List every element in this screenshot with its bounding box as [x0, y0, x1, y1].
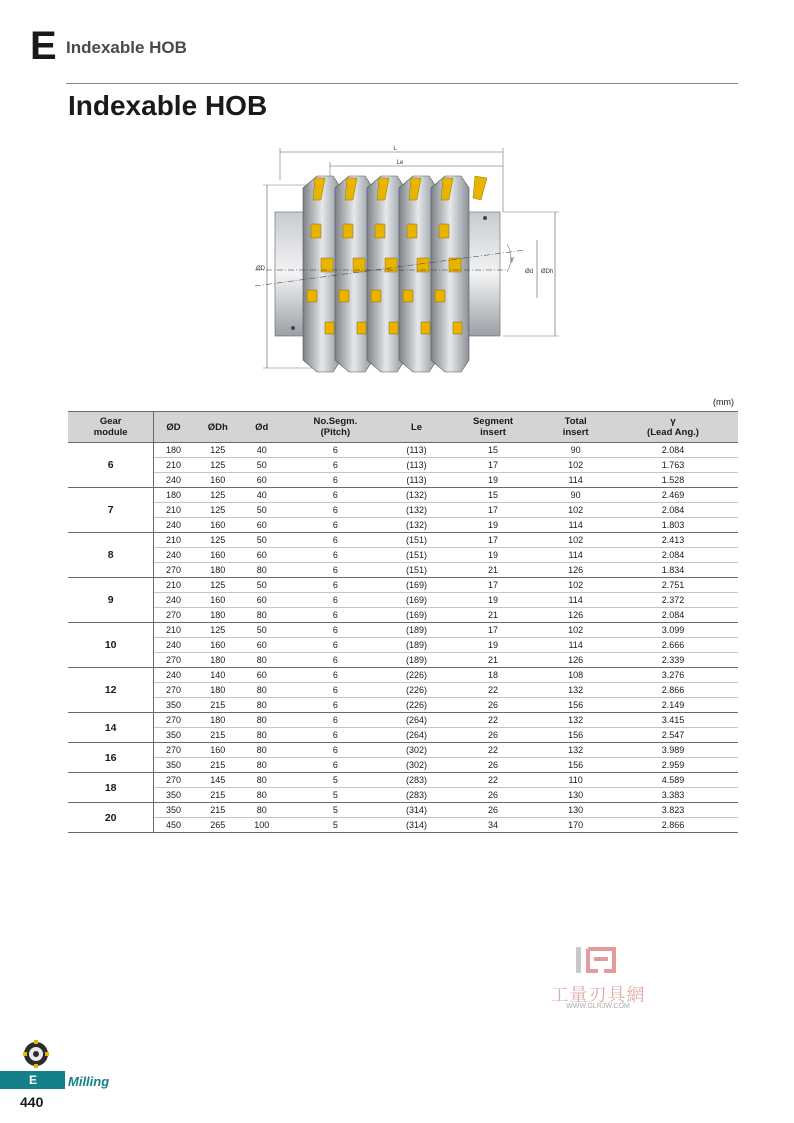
table-cell: 3.989	[608, 743, 738, 758]
table-cell: 22	[443, 743, 543, 758]
table-cell: 1.528	[608, 473, 738, 488]
table-cell: 210	[154, 458, 193, 473]
table-cell: 270	[154, 683, 193, 698]
table-cell: 6	[281, 488, 391, 503]
table-cell: (189)	[390, 653, 443, 668]
table-cell: 34	[443, 818, 543, 833]
table-cell: 2.866	[608, 683, 738, 698]
table-cell: 6	[281, 668, 391, 683]
table-row	[68, 533, 738, 548]
table-cell: 5	[281, 818, 391, 833]
table-cell: 19	[443, 473, 543, 488]
table-cell: 2.751	[608, 578, 738, 593]
table-cell: 40	[243, 488, 281, 503]
table-cell: 2.084	[608, 608, 738, 623]
table-row	[68, 713, 738, 728]
column-header	[243, 412, 281, 443]
table-body	[68, 443, 738, 833]
table-cell: 21	[443, 563, 543, 578]
table-cell: 60	[243, 638, 281, 653]
table-cell: 26	[443, 788, 543, 803]
table-cell: 240	[154, 668, 193, 683]
column-header-text: γ	[670, 416, 676, 427]
table-row	[68, 518, 738, 533]
table-cell: 50	[243, 578, 281, 593]
table-cell: 102	[543, 623, 608, 638]
dim-L-label: L	[393, 146, 397, 152]
table-cell: (264)	[390, 713, 443, 728]
table-cell: 1.803	[608, 518, 738, 533]
table-cell: 6	[281, 728, 391, 743]
table-cell: 102	[543, 533, 608, 548]
table-cell: 6	[281, 698, 391, 713]
table-cell: 19	[443, 593, 543, 608]
table-cell: 6	[281, 518, 391, 533]
table-cell: 130	[543, 803, 608, 818]
table-cell: 6	[281, 458, 391, 473]
table-cell: 60	[243, 668, 281, 683]
table-cell: 90	[543, 443, 608, 458]
table-cell: (226)	[390, 683, 443, 698]
column-header-text: No.Segm.	[313, 416, 358, 427]
table-cell: 50	[243, 623, 281, 638]
table-cell: 125	[193, 578, 243, 593]
table-cell: 270	[154, 713, 193, 728]
table-cell: 210	[154, 623, 193, 638]
gear-module-cell: 16	[68, 743, 154, 773]
table-cell: 40	[243, 443, 281, 458]
table-row	[68, 593, 738, 608]
table-cell: (132)	[390, 503, 443, 518]
table-cell: 19	[443, 638, 543, 653]
table-cell: 17	[443, 503, 543, 518]
table-cell: 156	[543, 698, 608, 713]
column-header	[390, 412, 443, 443]
table-cell: 3.099	[608, 623, 738, 638]
column-header	[193, 412, 243, 443]
table-cell: 180	[154, 488, 193, 503]
column-header	[68, 412, 154, 443]
table-cell: 6	[281, 593, 391, 608]
table-cell: 19	[443, 548, 543, 563]
dim-Dh-label: ØDh	[540, 269, 554, 275]
table-cell: 270	[154, 653, 193, 668]
table-cell: 180	[193, 713, 243, 728]
gear-module-cell: 7	[68, 488, 154, 533]
gear-module-cell: 20	[68, 803, 154, 833]
table-row	[68, 548, 738, 563]
dim-D-label: ØD	[256, 266, 265, 272]
table-row	[68, 503, 738, 518]
table-row	[68, 728, 738, 743]
table-cell: 6	[281, 683, 391, 698]
table-row	[68, 743, 738, 758]
table-cell: 160	[193, 473, 243, 488]
table-cell: 140	[193, 668, 243, 683]
table-cell: 170	[543, 818, 608, 833]
table-cell: 180	[193, 563, 243, 578]
table-row	[68, 758, 738, 773]
table-cell: 80	[243, 653, 281, 668]
table-cell: 26	[443, 698, 543, 713]
table-cell: 2.413	[608, 533, 738, 548]
column-header-text: Gear	[99, 416, 122, 427]
table-cell: (264)	[390, 728, 443, 743]
table-header-row	[68, 412, 738, 443]
table-cell: (113)	[390, 473, 443, 488]
table-cell: 6	[281, 608, 391, 623]
table-cell: 132	[543, 713, 608, 728]
table-cell: 350	[154, 803, 193, 818]
column-header	[281, 412, 391, 443]
table-cell: 50	[243, 533, 281, 548]
table-row	[68, 638, 738, 653]
gear-cutter-icon	[22, 1038, 50, 1070]
watermark-logo-icon	[574, 945, 620, 975]
table-cell: 125	[193, 488, 243, 503]
table-cell: 2.372	[608, 593, 738, 608]
table-cell: (151)	[390, 548, 443, 563]
table-cell: (302)	[390, 743, 443, 758]
table-row	[68, 653, 738, 668]
table-row	[68, 803, 738, 818]
table-cell: 240	[154, 518, 193, 533]
table-cell: 22	[443, 713, 543, 728]
footer-tab-letter: E	[28, 1073, 37, 1087]
table-cell: (132)	[390, 518, 443, 533]
table-cell: 102	[543, 458, 608, 473]
table-cell: 15	[443, 443, 543, 458]
table-cell: 114	[543, 548, 608, 563]
dim-d-label: Ød	[524, 269, 534, 275]
table-cell: 80	[243, 563, 281, 578]
table-cell: 160	[193, 593, 243, 608]
table-cell: (302)	[390, 758, 443, 773]
table-row	[68, 788, 738, 803]
table-cell: 80	[243, 743, 281, 758]
table-cell: 160	[193, 638, 243, 653]
column-header-text: module	[93, 427, 128, 438]
column-header-text: insert	[480, 427, 506, 438]
table-cell: 210	[154, 503, 193, 518]
column-header	[443, 412, 543, 443]
column-header-text: insert	[562, 427, 589, 438]
table-cell: 2.469	[608, 488, 738, 503]
table-cell: 110	[543, 773, 608, 788]
table-cell: 4.589	[608, 773, 738, 788]
table-cell: 126	[543, 608, 608, 623]
table-row	[68, 623, 738, 638]
column-header-text: (Pitch)	[320, 427, 351, 438]
unit-label: (mm)	[713, 397, 734, 407]
table-cell: 6	[281, 743, 391, 758]
table-cell: 17	[443, 458, 543, 473]
table-cell: 240	[154, 548, 193, 563]
table-cell: 1.834	[608, 563, 738, 578]
table-cell: 102	[543, 503, 608, 518]
table-cell: (151)	[390, 563, 443, 578]
column-header-text: Le	[410, 421, 423, 433]
gear-module-cell: 8	[68, 533, 154, 578]
table-cell: (169)	[390, 608, 443, 623]
table-cell: 80	[243, 608, 281, 623]
watermark-text: 工量刃具網	[550, 985, 646, 1005]
table-cell: 350	[154, 758, 193, 773]
table-cell: 126	[543, 563, 608, 578]
table-cell: 60	[243, 473, 281, 488]
table-cell: 1.763	[608, 458, 738, 473]
table-row	[68, 458, 738, 473]
table-cell: 215	[193, 758, 243, 773]
table-cell: (151)	[390, 533, 443, 548]
table-cell: 125	[193, 623, 243, 638]
table-cell: 6	[281, 623, 391, 638]
table-cell: 2.084	[608, 443, 738, 458]
dim-gamma-label: γ	[510, 256, 514, 263]
table-cell: 270	[154, 608, 193, 623]
table-cell: 350	[154, 788, 193, 803]
table-cell: 100	[243, 818, 281, 833]
table-row	[68, 473, 738, 488]
table-cell: 6	[281, 548, 391, 563]
table-cell: 102	[543, 578, 608, 593]
table-row	[68, 443, 738, 458]
table-row	[68, 668, 738, 683]
table-cell: 3.415	[608, 713, 738, 728]
table-cell: 50	[243, 503, 281, 518]
table-cell: 2.339	[608, 653, 738, 668]
page-number: 440	[20, 1094, 44, 1110]
table-cell: 450	[154, 818, 193, 833]
table-cell: 126	[543, 653, 608, 668]
table-cell: (132)	[390, 488, 443, 503]
table-cell: 21	[443, 653, 543, 668]
watermark-url: WWW.GLRJW.COM	[566, 1003, 630, 1010]
table-cell: 6	[281, 503, 391, 518]
table-cell: 156	[543, 728, 608, 743]
table-cell: 60	[243, 548, 281, 563]
column-header-text: ØD	[166, 421, 181, 433]
table-cell: 156	[543, 758, 608, 773]
table-cell: 21	[443, 608, 543, 623]
table-row	[68, 818, 738, 833]
gear-module-cell: 12	[68, 668, 154, 713]
table-cell: 80	[243, 758, 281, 773]
page-title: Indexable HOB	[68, 90, 268, 121]
table-cell: 108	[543, 668, 608, 683]
table-cell: 80	[243, 788, 281, 803]
table-cell: 90	[543, 488, 608, 503]
table-cell: 3.276	[608, 668, 738, 683]
table-cell: 180	[154, 443, 193, 458]
table-cell: 2.547	[608, 728, 738, 743]
table-cell: 145	[193, 773, 243, 788]
table-cell: 215	[193, 803, 243, 818]
table-cell: 50	[243, 458, 281, 473]
table-cell: 15	[443, 488, 543, 503]
table-cell: 3.383	[608, 788, 738, 803]
table-cell: 2.084	[608, 548, 738, 563]
dim-Le-label: Le	[396, 160, 404, 166]
gear-module-cell: 6	[68, 443, 154, 488]
table-cell: 26	[443, 758, 543, 773]
table-cell: 80	[243, 683, 281, 698]
table-cell: 265	[193, 818, 243, 833]
table-cell: (169)	[390, 593, 443, 608]
table-row	[68, 683, 738, 698]
table-cell: 17	[443, 533, 543, 548]
table-cell: (226)	[390, 668, 443, 683]
table-cell: 6	[281, 443, 391, 458]
column-header-text: Ød	[255, 421, 269, 433]
column-header-text: (Lead Ang.)	[647, 427, 699, 438]
table-cell: 114	[543, 518, 608, 533]
table-cell: 160	[193, 548, 243, 563]
table-cell: 22	[443, 683, 543, 698]
table-cell: 350	[154, 698, 193, 713]
table-cell: 2.959	[608, 758, 738, 773]
table-cell: 350	[154, 728, 193, 743]
table-cell: 6	[281, 713, 391, 728]
table-cell: 130	[543, 788, 608, 803]
table-cell: 215	[193, 698, 243, 713]
table-row	[68, 488, 738, 503]
table-cell: 22	[443, 773, 543, 788]
column-header-text: Segment	[472, 416, 514, 427]
gear-module-cell: 9	[68, 578, 154, 623]
table-cell: 215	[193, 728, 243, 743]
table-cell: 114	[543, 473, 608, 488]
table-cell: 2.084	[608, 503, 738, 518]
table-cell: (189)	[390, 638, 443, 653]
column-header-text: Total	[564, 416, 587, 427]
table-cell: 18	[443, 668, 543, 683]
table-cell: 210	[154, 578, 193, 593]
table-cell: 114	[543, 638, 608, 653]
table-cell: 2.149	[608, 698, 738, 713]
table-cell: 215	[193, 788, 243, 803]
table-cell: 180	[193, 608, 243, 623]
table-cell: 3.823	[608, 803, 738, 818]
table-cell: 6	[281, 578, 391, 593]
table-cell: 160	[193, 518, 243, 533]
table-cell: 240	[154, 638, 193, 653]
table-cell: (169)	[390, 578, 443, 593]
table-cell: 6	[281, 473, 391, 488]
header-divider	[66, 83, 738, 84]
spec-table	[68, 411, 738, 833]
table-cell: 2.866	[608, 818, 738, 833]
table-cell: (226)	[390, 698, 443, 713]
table-cell: 125	[193, 503, 243, 518]
gear-module-cell: 18	[68, 773, 154, 803]
hob-diagram	[245, 140, 575, 380]
section-letter: E	[30, 24, 57, 68]
table-cell: (283)	[390, 788, 443, 803]
table-cell: (283)	[390, 773, 443, 788]
table-row	[68, 608, 738, 623]
table-cell: 60	[243, 593, 281, 608]
table-cell: 132	[543, 743, 608, 758]
table-cell: 132	[543, 683, 608, 698]
table-cell: (314)	[390, 803, 443, 818]
table-cell: 19	[443, 518, 543, 533]
table-cell: 270	[154, 773, 193, 788]
table-cell: (189)	[390, 623, 443, 638]
table-cell: 6	[281, 533, 391, 548]
table-cell: 180	[193, 653, 243, 668]
table-cell: (113)	[390, 458, 443, 473]
column-header	[608, 412, 738, 443]
table-cell: 80	[243, 713, 281, 728]
table-cell: 6	[281, 758, 391, 773]
table-cell: 125	[193, 533, 243, 548]
column-header-text: ØDh	[207, 421, 228, 433]
table-cell: 6	[281, 563, 391, 578]
section-header: Indexable HOB	[66, 38, 187, 57]
gear-module-cell: 14	[68, 713, 154, 743]
table-row	[68, 578, 738, 593]
table-cell: 80	[243, 728, 281, 743]
table-cell: 210	[154, 533, 193, 548]
table-cell: 5	[281, 788, 391, 803]
table-cell: 2.666	[608, 638, 738, 653]
table-cell: 160	[193, 743, 243, 758]
table-cell: 80	[243, 773, 281, 788]
table-cell: 17	[443, 578, 543, 593]
table-cell: 240	[154, 473, 193, 488]
column-header	[543, 412, 608, 443]
table-cell: 26	[443, 803, 543, 818]
table-cell: 270	[154, 743, 193, 758]
table-cell: 5	[281, 803, 391, 818]
table-cell: 180	[193, 683, 243, 698]
table-cell: 6	[281, 653, 391, 668]
table-cell: (113)	[390, 443, 443, 458]
table-cell: 5	[281, 773, 391, 788]
footer-section-label: Milling	[68, 1074, 110, 1089]
table-cell: 6	[281, 638, 391, 653]
table-cell: 17	[443, 623, 543, 638]
table-row	[68, 563, 738, 578]
table-cell: 26	[443, 728, 543, 743]
watermark	[528, 945, 668, 1015]
column-header	[154, 412, 193, 443]
table-cell: 80	[243, 803, 281, 818]
table-cell: 125	[193, 458, 243, 473]
table-cell: 60	[243, 518, 281, 533]
table-cell: 125	[193, 443, 243, 458]
table-cell: 240	[154, 593, 193, 608]
table-cell: 114	[543, 593, 608, 608]
table-row	[68, 698, 738, 713]
gear-module-cell: 10	[68, 623, 154, 668]
table-cell: 80	[243, 698, 281, 713]
table-row	[68, 773, 738, 788]
table-cell: (314)	[390, 818, 443, 833]
table-cell: 270	[154, 563, 193, 578]
